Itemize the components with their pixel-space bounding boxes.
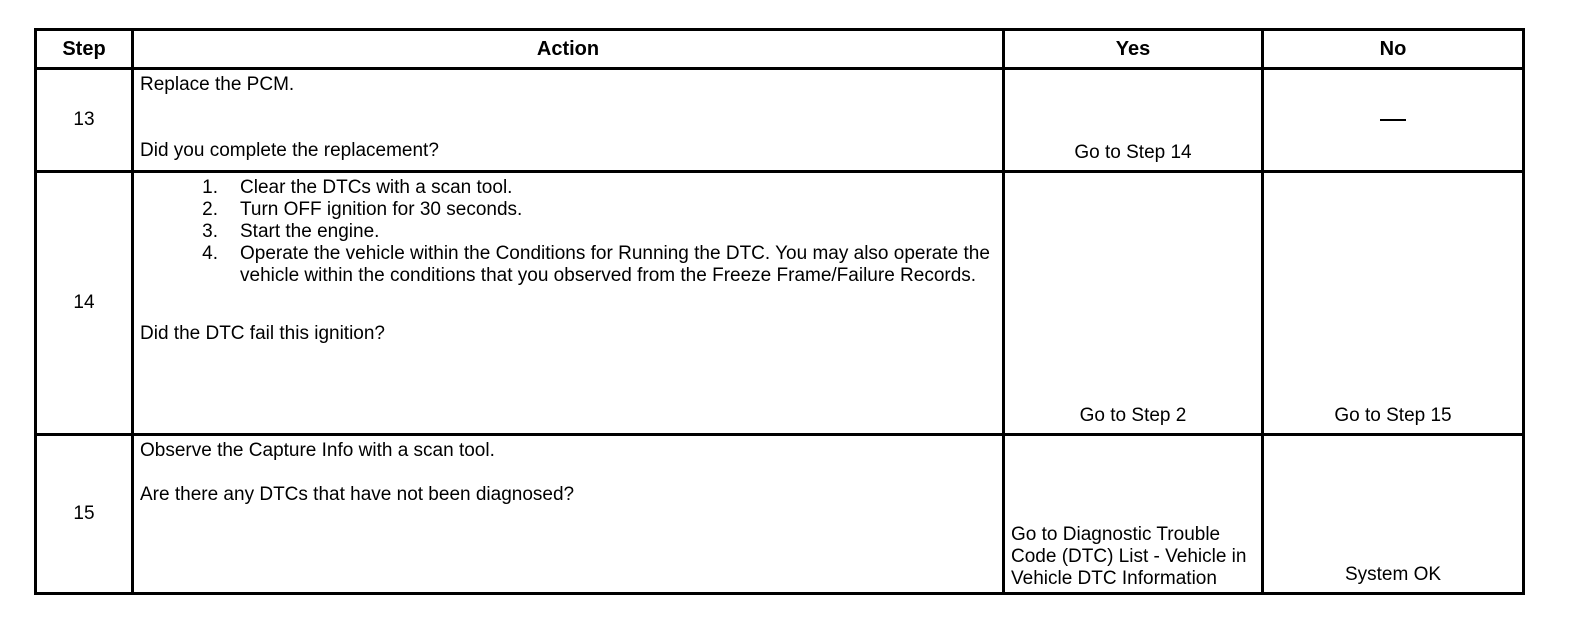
list-item-number: 4. [202,243,218,264]
list-item-number: 2. [202,199,218,220]
header-step: Step [36,30,133,69]
list-item-number: 1. [202,177,218,198]
list-item-text: Turn OFF ignition for 30 seconds. [240,199,523,220]
action-instruction: Replace the PCM. [140,74,295,95]
action-question: Are there any DTCs that have not been diagnosed? [140,484,575,505]
em-dash-mark [1380,119,1406,121]
action-cell [133,172,1004,435]
list-item [140,177,1002,199]
list-item [140,199,1002,221]
header-no: No [1263,30,1524,69]
list-item-text: Start the engine. [240,221,380,242]
header-row [36,30,1524,69]
step-number: 15 [36,435,133,594]
action-cell [133,69,1004,172]
no-result: Go to Step 15 [1263,172,1524,435]
yes-result: Go to Diagnostic Trouble Code (DTC) List - Vehicle in Vehicle DTC Information [1004,435,1263,594]
no-result [1263,69,1524,172]
table-row [36,435,1524,594]
yes-result: Go to Step 2 [1004,172,1263,435]
action-instruction: Observe the Capture Info with a scan tool. [140,440,495,461]
list-item [140,221,1002,243]
no-result: System OK [1263,435,1524,594]
header-yes: Yes [1004,30,1263,69]
list-item-text: Operate the vehicle within the Conditions for Running the DTC. You may also operate the vehicle within the conditions that you observed from the Freeze Frame/Failure Records. [240,243,990,286]
action-question: Did the DTC fail this ignition? [140,323,385,344]
diagnostic-table [34,28,1525,595]
action-question: Did you complete the replacement? [140,140,439,161]
step-number: 13 [36,69,133,172]
list-item [140,243,1002,287]
table-row [36,69,1524,172]
yes-result: Go to Step 14 [1004,69,1263,172]
list-item-text: Clear the DTCs with a scan tool. [240,177,513,198]
procedure-list [140,177,1002,287]
header-action: Action [133,30,1004,69]
list-item-number: 3. [202,221,218,242]
step-number: 14 [36,172,133,435]
table-row [36,172,1524,435]
action-cell [133,435,1004,594]
